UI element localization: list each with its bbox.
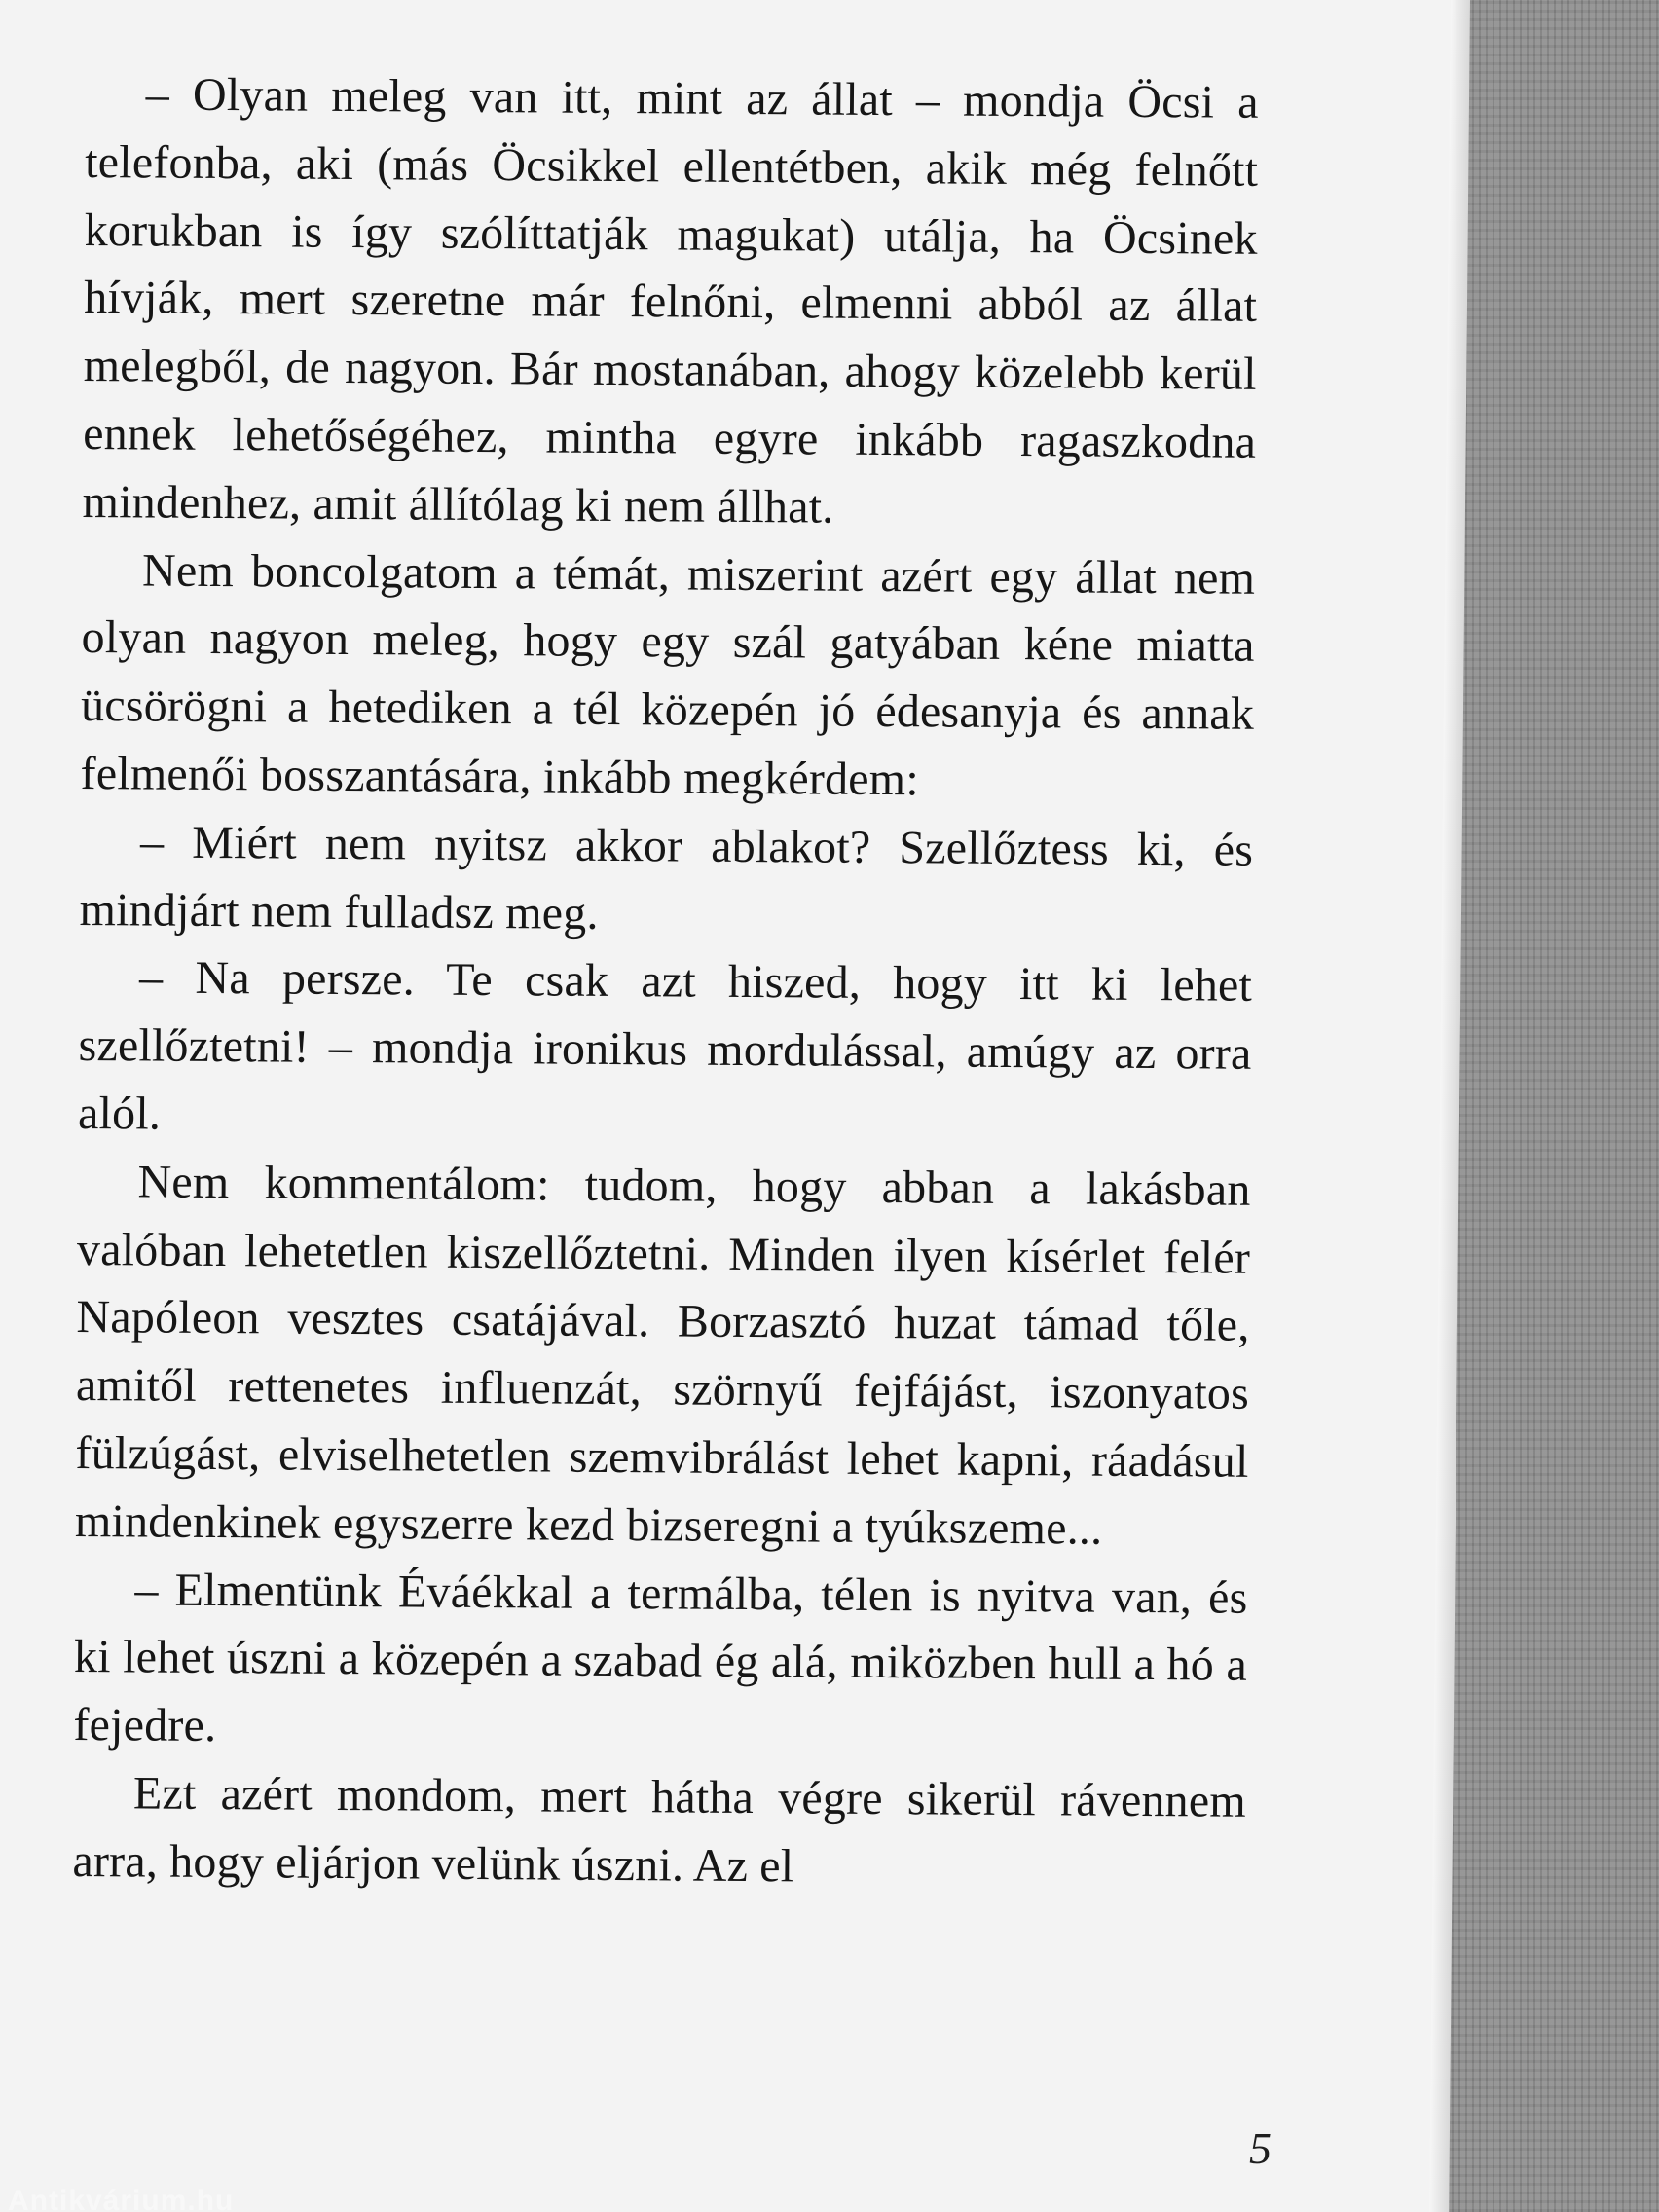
paragraph-2: Nem boncolgatom a témát, miszerint azért egy állat nem olyan nagyon meleg, hogy egy szál gatyában kéne miatta ücsörögni a hetediken a tél közepén jó édesanyja és annak felmenői bosszantására, inkább megkérdem: — [80, 544, 1256, 806]
page-number: 5 — [1249, 2123, 1272, 2173]
paragraph-7: Ezt azért mondom, mert hátha végre sikerül rávennem arra, hogy eljárjon velünk úszni. Az el — [72, 1767, 1247, 1893]
watermark-text: Antikvárium.hu — [8, 2185, 235, 2212]
paragraph-1: – Olyan meleg van itt, mint az állat – mondja Öcsi a telefonba, aki (más Öcsikkel ellentétben, akik még felnőtt korukban is így szólíttatják magukat) utálja, ha Öcsinek hívják, mert szeretne már felnőni, elmenni abból az állat melegből, de nagyon. Bár mostanában, ahogy közelebb kerül ennek lehetőségéhez, mintha egyre inkább ragaszkodna mindenhez, amit állítólag ki nem állhat. — [82, 68, 1259, 534]
paragraph-5: Nem kommentálom: tudom, hogy abban a lakásban valóban lehetetlen kiszellőztetni. Minden ilyen kísérlet felér Napóleon vesztes csatájával. Borzasztó huzat támad tőle, amitől rettenetes influenzát, szörnyű fejfájást, iszonyatos fülzúgást, elviselhetetlen szemvibrálást lehet kapni, ráadásul mindenkinek egyszerre kezd bizseregni a tyúkszeme... — [74, 1156, 1251, 1555]
page-text — [72, 60, 1259, 1903]
paragraph-4: – Na persze. Te csak azt hiszed, hogy itt ki lehet szellőztetni! – mondja ironikus mordulással, amúgy az orra alól. — [77, 951, 1253, 1140]
paragraph-3: – Miért nem nyitsz akkor ablakot? Szellőztess ki, és mindjárt nem fulladsz meg. — [79, 816, 1254, 940]
paragraph-6: – Elmentünk Éváékkal a termálba, télen is nyitva van, és ki lehet úszni a közepén a szabad ég alá, miközben hull a hó a fejedre. — [73, 1563, 1248, 1752]
